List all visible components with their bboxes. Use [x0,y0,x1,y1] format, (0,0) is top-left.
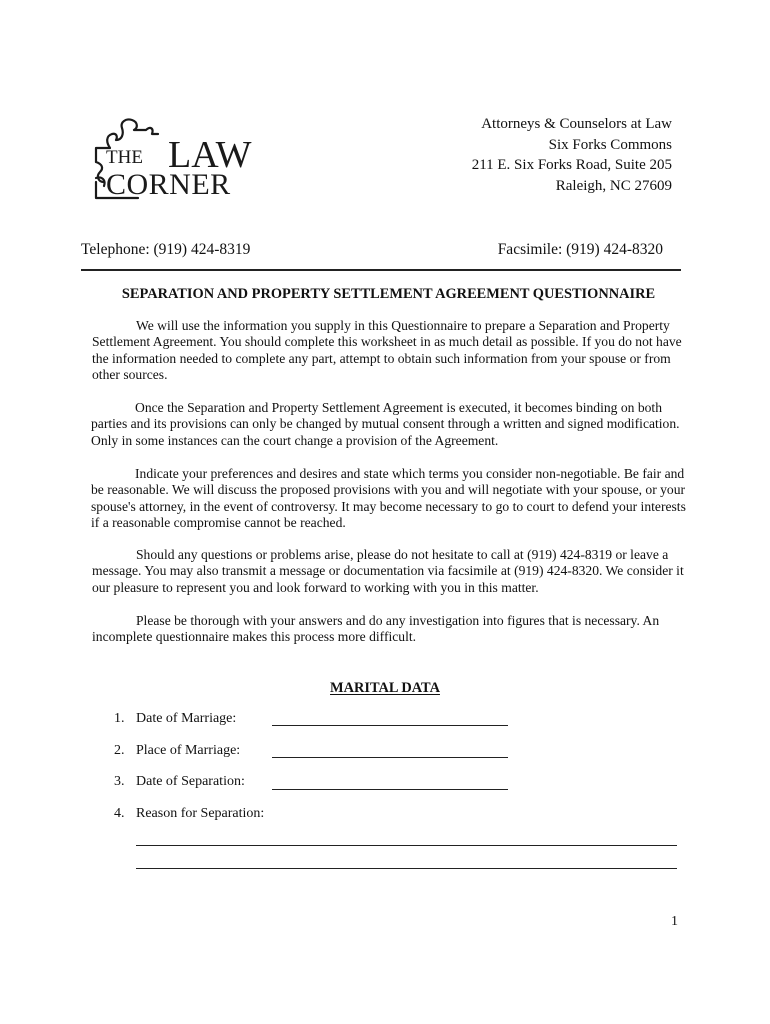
document-title: SEPARATION AND PROPERTY SETTLEMENT AGREEMENT QUESTIONNAIRE [121,286,656,302]
date-of-separation-field[interactable] [272,789,508,790]
header-divider [81,269,681,271]
address-line-1: Attorneys & Counselors at Law [481,116,672,132]
reason-for-separation-line-2[interactable] [136,868,677,869]
place-of-marriage-field[interactable] [272,757,508,758]
address-line-3: 211 E. Six Forks Road, Suite 205 [471,157,672,174]
intro-paragraph-3: Indicate your preferences and desires and state which terms you consider non-negotiable. Be fair and be reasonable. We will discuss the proposed provisions with you and will negotiate with your spouse, or your spouse's attorney, in the event of controversy. It may become necessary to go to court to defend your interests if a reasonable compromise cannot be reached. [91,466,686,531]
facsimile: Facsimile: (919) 424-8320 [497,241,663,258]
item-number: 4. [114,806,125,821]
item-number: 1. [114,711,125,726]
address-line-4: Raleigh, NC 27609 [555,178,672,195]
marital-item-date-of-marriage [114,711,236,727]
reason-for-separation-line-1[interactable] [136,845,677,846]
address-line-2: Six Forks Commons [548,136,672,153]
item-label: Date of Separation: [136,774,245,789]
marital-item-date-of-separation [114,774,245,790]
intro-paragraph-5: Please be thorough with your answers and do any investigation into figures that is necessary. An incomplete questionnaire makes this process more difficult. [92,613,660,645]
firm-address [472,114,672,197]
page-number: 1 [671,914,678,929]
logo-corner: CORNER [106,168,231,201]
item-label: Date of Marriage: [136,711,237,726]
logo-law: LAW [168,134,252,176]
item-label: Reason for Separation: [136,806,265,821]
date-of-marriage-field[interactable] [272,725,508,726]
telephone: Telephone: (919) 424-8319 [81,241,251,258]
law-corner-logo [92,112,272,202]
marital-item-place-of-marriage [114,743,240,759]
intro-paragraph-1: We will use the information you supply in this Questionnaire to prepare a Separation and Property Settlement Agreement. You should complete this worksheet in as much detail as possible. If you do not have the information needed to complete any part, attempt to obtain such information from your spouse or from other sources. [92,318,682,383]
logo-the: THE [106,147,143,168]
item-number: 2. [114,743,125,758]
item-number: 3. [114,774,125,789]
marital-item-reason-for-separation [114,806,264,822]
intro-paragraph-4: Should any questions or problems arise, please do not hesitate to call at (919) 424-8319 or leave a message. You may also transmit a message or documentation via facsimile at (919) 424-8320. We consider it our pleasure to represent you and look forward to working with you in this matter. [92,547,684,595]
marital-data-heading: MARITAL DATA [330,680,440,696]
intro-paragraph-2: Once the Separation and Property Settlement Agreement is executed, it becomes binding on both parties and its provisions can only be changed by mutual consent through a written and signed modification. Only in some instances can the court change a provision of the Agreement. [91,400,680,448]
item-label: Place of Marriage: [136,743,241,758]
